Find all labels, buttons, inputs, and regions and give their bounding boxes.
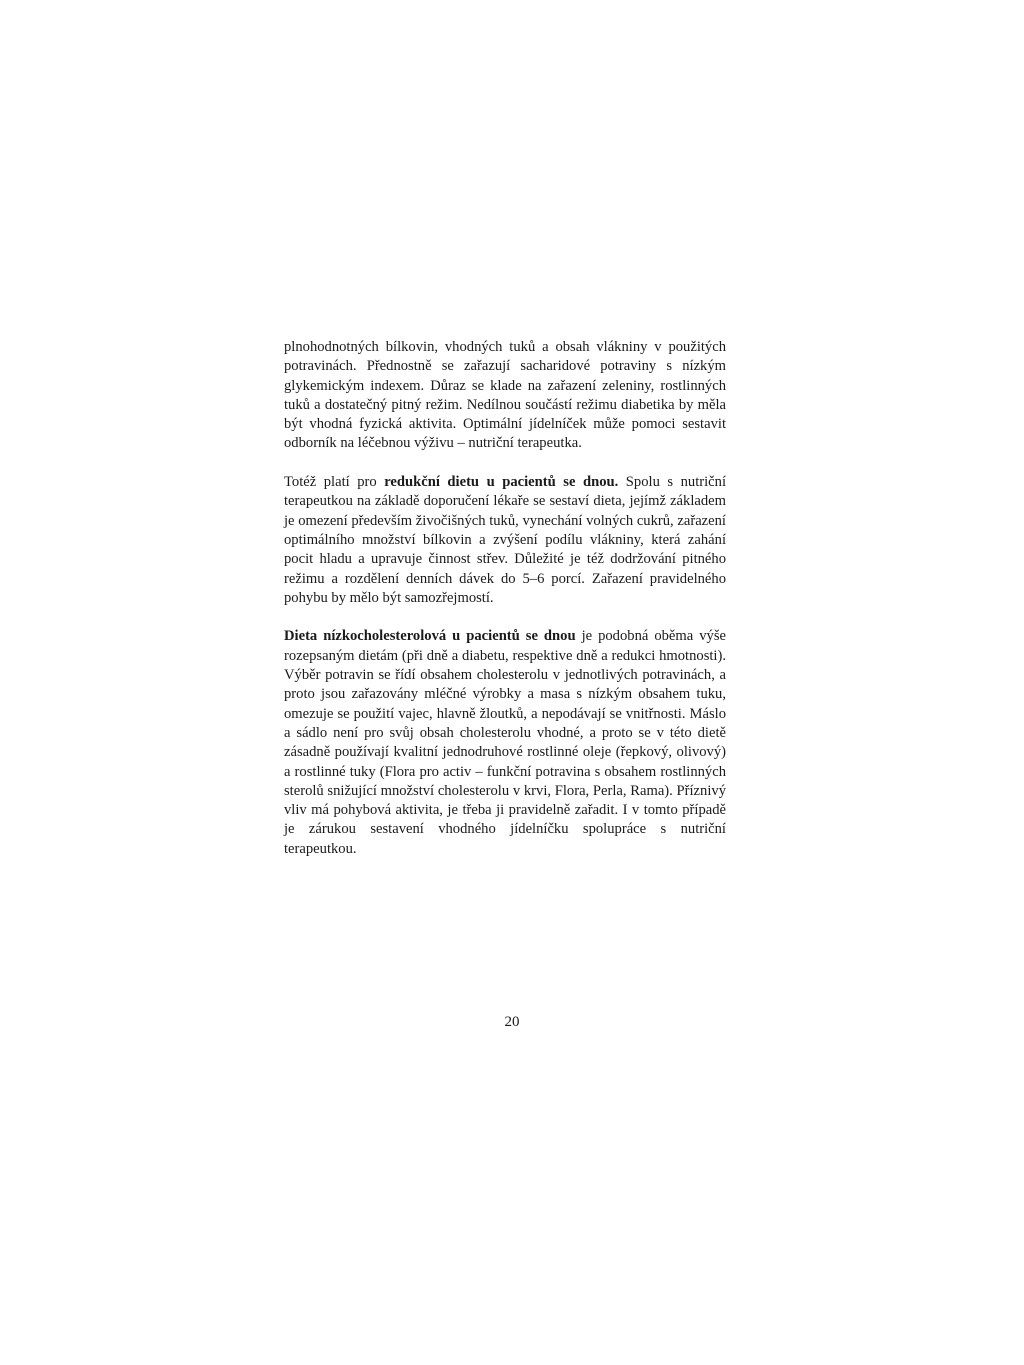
page-number: 20 [504, 1014, 520, 1030]
paragraph-reduction-diet [284, 473, 726, 608]
paragraph-text: Spolu s nutriční terapeutkou na základě doporučení lékaře se sestaví dieta, jejímž základem je omezení především živočišných tuků, vynechání volných cukrů, zařazení optimálního množství bílkovin a zvýšení podílu vlákniny, která zahání pocit hladu a upravuje činnost střev. Důležité je též dodržování pitného režimu a rozdělení denních dávek do 5–6 porcí. Zařazení pravidelného pohybu by mělo být samozřejmostí. [284, 474, 726, 606]
paragraph-text: plnohodnotných bílkovin, vhodných tuků a obsah vlákniny v použitých potravinách. Přednostně se zařazují sacharidové potraviny s nízkým glykemickým indexem. Důraz se klade na zařazení zeleniny, rostlinných tuků a dostatečný pitný režim. Nedílnou součástí režimu diabetika by měla být vhodná fyzická aktivita. Optimální jídelníček může pomoci sestavit odborník na léčebnou výživu – nutriční terapeutka. [284, 339, 726, 452]
paragraph-low-cholesterol-diet [284, 627, 726, 859]
emphasis-term: Dieta nízkocholesterolová u pacientů se dnou [284, 628, 576, 645]
body-text [284, 338, 726, 859]
paragraph-text: je podobná oběma výše rozepsaným dietám (při dně a diabetu, respektive dně a redukci hmotnosti). Výběr potravin se řídí obsahem cholesterolu v jednotlivých potravinách, a proto jsou zařazovány mléčné výrobky a masa s nízkým obsahem tuku, omezuje se použití vajec, hlavně žloutků, a nepodávají se vnitřnosti. Máslo a sádlo není pro svůj obsah cholesterolu vhodné, a proto se v této dietě zásadně používají kvalitní jednodruhové rostlinné oleje (řepkový, olivový) a rostlinné tuky (Flora pro activ – funkční potravina s obsahem rostlinných sterolů snižující množství cholesterolu v krvi, Flora, Perla, Rama). Příznivý vliv má pohybová aktivita, je třeba ji pravidelně zařadit. I v tomto případě je zárukou sestavení vhodného jídelníčku spolupráce s nutriční terapeutkou. [284, 628, 726, 857]
emphasis-term: redukční dietu u pacientů se dnou. [384, 474, 619, 491]
paragraph-text: Totéž platí pro [284, 474, 385, 491]
paragraph-diabetes-diet [284, 338, 726, 454]
